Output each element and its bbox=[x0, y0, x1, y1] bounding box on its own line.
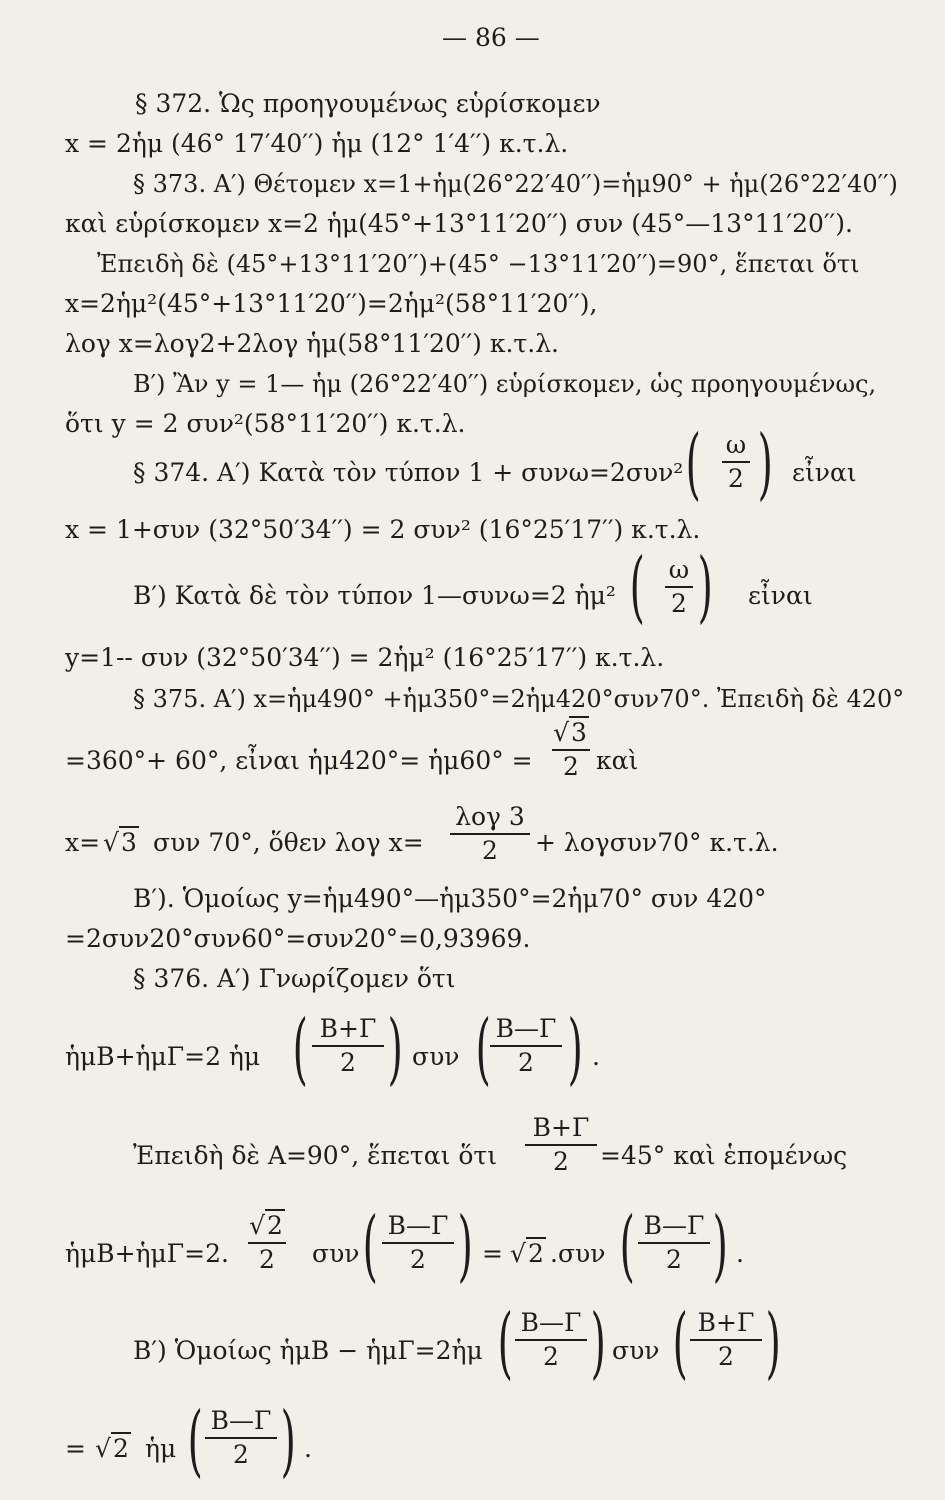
text-line: § 374. Α′) Κατὰ τὸν τύπον 1 + συνω=2συν² bbox=[133, 458, 684, 487]
fraction-bar bbox=[638, 1242, 710, 1244]
text-line: Β′). Ὁμοίως y=ἡμ490°—ἡμ350°=2ἡμ70° συν 420° bbox=[133, 884, 767, 913]
text-line: x = 1+συν (32°50′34′′) = 2 συν² (16°25′17′′) κ.τ.λ. bbox=[65, 515, 701, 544]
fraction-log3-over-2 bbox=[450, 802, 530, 866]
numerator: Β—Γ bbox=[495, 1014, 557, 1043]
text-line: y=1-- συν (32°50′34′′) = 2ἡμ² (16°25′17′′) κ.τ.λ. bbox=[65, 643, 665, 672]
text-line: Ἐπειδὴ δὲ Α=90°, ἕπεται ὅτι bbox=[133, 1141, 498, 1170]
paren-left: ( bbox=[619, 1201, 635, 1291]
fraction-bar bbox=[690, 1339, 762, 1341]
numerator bbox=[553, 718, 589, 748]
denominator: 2 bbox=[671, 589, 687, 618]
text-line: ἡμΒ+ἡμΓ=2. bbox=[65, 1239, 229, 1268]
radicand: 3 bbox=[571, 718, 587, 747]
text-line: συν 70°, ὅθεν λογ x= bbox=[153, 828, 424, 857]
fraction-bar bbox=[382, 1242, 454, 1244]
numerator: Β—Γ bbox=[643, 1211, 705, 1240]
paren-left: ( bbox=[292, 1004, 308, 1094]
paren-right: ) bbox=[567, 1004, 583, 1094]
fraction-b-minus-g-over-2 bbox=[638, 1211, 710, 1275]
numerator bbox=[249, 1211, 285, 1241]
text-line: συν bbox=[312, 1239, 360, 1268]
fraction-b-minus-g-over-2 bbox=[490, 1014, 562, 1078]
sqrt-symbol: √ bbox=[95, 1434, 111, 1463]
fraction-b-plus-g-over-2 bbox=[690, 1308, 762, 1372]
paren-right: ) bbox=[765, 1298, 781, 1388]
text-line: .συν bbox=[550, 1239, 606, 1268]
text-line: λογ x=λογ2+2λογ ἡμ(58°11′20′′) κ.τ.λ. bbox=[65, 329, 559, 358]
paren-right: ) bbox=[387, 1004, 403, 1094]
numerator: ω bbox=[668, 555, 690, 584]
fraction-b-plus-g-over-2 bbox=[312, 1014, 384, 1078]
paren-right: ) bbox=[697, 542, 713, 632]
paren-right: ) bbox=[457, 1201, 473, 1291]
paren-left: ( bbox=[629, 542, 645, 632]
denominator: 2 bbox=[410, 1245, 426, 1274]
fraction-bar bbox=[312, 1045, 384, 1047]
text-line: § 376. Α′) Γνωρίζομεν ὅτι bbox=[133, 964, 456, 993]
sqrt-symbol: √ bbox=[103, 828, 119, 857]
text-line: Β′) Ἂν y = 1— ἡμ (26°22′40′′) εὑρίσκομεν, ὡς προηγουμένως, bbox=[133, 370, 877, 398]
text-line: § 373. Α′) Θέτομεν x=1+ἡμ(26°22′40′′)=ἡμ90° + ἡμ(26°22′40′′) bbox=[133, 170, 898, 198]
text-line: καὶ bbox=[596, 746, 639, 775]
fraction-b-plus-g-over-2 bbox=[525, 1113, 597, 1177]
text-line: § 372. Ὡς προηγουμένως εὑρίσκομεν bbox=[135, 89, 601, 118]
denominator: 2 bbox=[563, 752, 579, 781]
sqrt-symbol: √ bbox=[553, 718, 570, 747]
sqrt-symbol: √ bbox=[249, 1211, 266, 1240]
sqrt-3 bbox=[103, 827, 139, 859]
denominator: 2 bbox=[543, 1342, 559, 1371]
fraction-bar bbox=[248, 1242, 286, 1244]
text-line: εἶναι bbox=[748, 581, 813, 610]
text-line: x = 2ἡμ (46° 17′40′′) ἡμ (12° 1′4′′) κ.τ.λ. bbox=[65, 129, 569, 158]
fraction-bar bbox=[515, 1339, 587, 1341]
text-line: . bbox=[304, 1434, 312, 1463]
denominator: 2 bbox=[728, 464, 744, 493]
numerator: Β—Γ bbox=[387, 1211, 449, 1240]
numerator: Β—Γ bbox=[520, 1308, 582, 1337]
paren-left: ( bbox=[685, 419, 701, 509]
fraction-bar bbox=[525, 1144, 597, 1146]
text-line: Ἐπειδὴ δὲ (45°+13°11′20′′)+(45° −13°11′20′′)=90°, ἕπεται ὅτι bbox=[97, 250, 860, 278]
fraction-omega-over-2 bbox=[722, 430, 750, 494]
paren-left: ( bbox=[672, 1298, 688, 1388]
text-line: συν bbox=[612, 1336, 660, 1365]
numerator: Β—Γ bbox=[210, 1406, 272, 1435]
paren-right: ) bbox=[280, 1396, 296, 1486]
paren-right: ) bbox=[712, 1201, 728, 1291]
denominator: 2 bbox=[259, 1245, 275, 1274]
paren-left: ( bbox=[497, 1298, 513, 1388]
text-line: =360°+ 60°, εἶναι ἡμ420°= ἡμ60° = bbox=[65, 746, 533, 775]
text-line: x= bbox=[65, 828, 101, 857]
radicand: 2 bbox=[527, 1239, 544, 1268]
fraction-bar bbox=[490, 1045, 562, 1047]
text-line: εἶναι bbox=[792, 458, 857, 487]
paren-left: ( bbox=[362, 1201, 378, 1291]
text-line: . bbox=[736, 1239, 744, 1268]
denominator: 2 bbox=[233, 1440, 249, 1469]
radicand: 2 bbox=[267, 1211, 283, 1240]
fraction-b-minus-g-over-2 bbox=[205, 1406, 277, 1470]
text-line: Β′) Ὁμοίως ἡμΒ − ἡμΓ=2ἡμ bbox=[133, 1336, 483, 1365]
text-line: =45° καὶ ἑπομένως bbox=[600, 1141, 848, 1170]
radicand: 2 bbox=[112, 1434, 129, 1463]
numerator: λογ 3 bbox=[455, 802, 525, 831]
fraction-omega-over-2 bbox=[665, 555, 693, 619]
sqrt-symbol: √ bbox=[510, 1239, 526, 1268]
paren-left: ( bbox=[187, 1396, 203, 1486]
text-line: x=2ἡμ²(45°+13°11′20′′)=2ἡμ²(58°11′20′′), bbox=[65, 289, 598, 318]
numerator: Β+Γ bbox=[532, 1113, 590, 1142]
sqrt-2 bbox=[510, 1238, 546, 1270]
fraction-sqrt3-over-2 bbox=[552, 718, 590, 782]
text-line: ὅτι y = 2 συν²(58°11′20′′) κ.τ.λ. bbox=[65, 409, 466, 438]
fraction-bar bbox=[552, 749, 590, 751]
text-line: =2συν20°συν60°=συν20°=0,93969. bbox=[65, 924, 531, 953]
denominator: 2 bbox=[482, 836, 498, 865]
fraction-bar bbox=[205, 1437, 277, 1439]
text-line: ἡμ bbox=[145, 1434, 177, 1463]
radicand: 3 bbox=[120, 828, 137, 857]
text-line: Β′) Κατὰ δὲ τὸν τύπον 1—συνω=2 ἡμ² bbox=[133, 581, 616, 610]
text-line: ἡμΒ+ἡμΓ=2 ἡμ bbox=[65, 1042, 261, 1071]
text-line: = bbox=[65, 1434, 86, 1463]
numerator: Β+Γ bbox=[319, 1014, 377, 1043]
fraction-bar bbox=[450, 833, 530, 835]
fraction-sqrt2-over-2 bbox=[248, 1211, 286, 1275]
text-line: = bbox=[482, 1239, 503, 1268]
fraction-b-minus-g-over-2 bbox=[382, 1211, 454, 1275]
text-line: . bbox=[592, 1042, 600, 1071]
numerator: ω bbox=[725, 430, 747, 459]
paren-right: ) bbox=[590, 1298, 606, 1388]
paren-right: ) bbox=[757, 419, 773, 509]
denominator: 2 bbox=[718, 1342, 734, 1371]
paren-left: ( bbox=[475, 1004, 491, 1094]
fraction-bar bbox=[665, 586, 693, 588]
denominator: 2 bbox=[518, 1048, 534, 1077]
numerator: Β+Γ bbox=[697, 1308, 755, 1337]
text-line: συν bbox=[412, 1042, 460, 1071]
fraction-bar bbox=[722, 461, 750, 463]
page-number: — 86 — bbox=[442, 23, 540, 52]
text-line: καὶ εὑρίσκομεν x=2 ἡμ(45°+13°11′20′′) συν (45°—13°11′20′′). bbox=[65, 209, 853, 238]
denominator: 2 bbox=[340, 1048, 356, 1077]
denominator: 2 bbox=[553, 1147, 569, 1176]
denominator: 2 bbox=[666, 1245, 682, 1274]
text-line: + λογσυν70° κ.τ.λ. bbox=[535, 828, 779, 857]
fraction-b-minus-g-over-2 bbox=[515, 1308, 587, 1372]
sqrt-2 bbox=[95, 1433, 131, 1465]
text-line: § 375. Α′) x=ἡμ490° +ἡμ350°=2ἡμ420°συν70°. Ἐπειδὴ δὲ 420° bbox=[133, 685, 905, 713]
